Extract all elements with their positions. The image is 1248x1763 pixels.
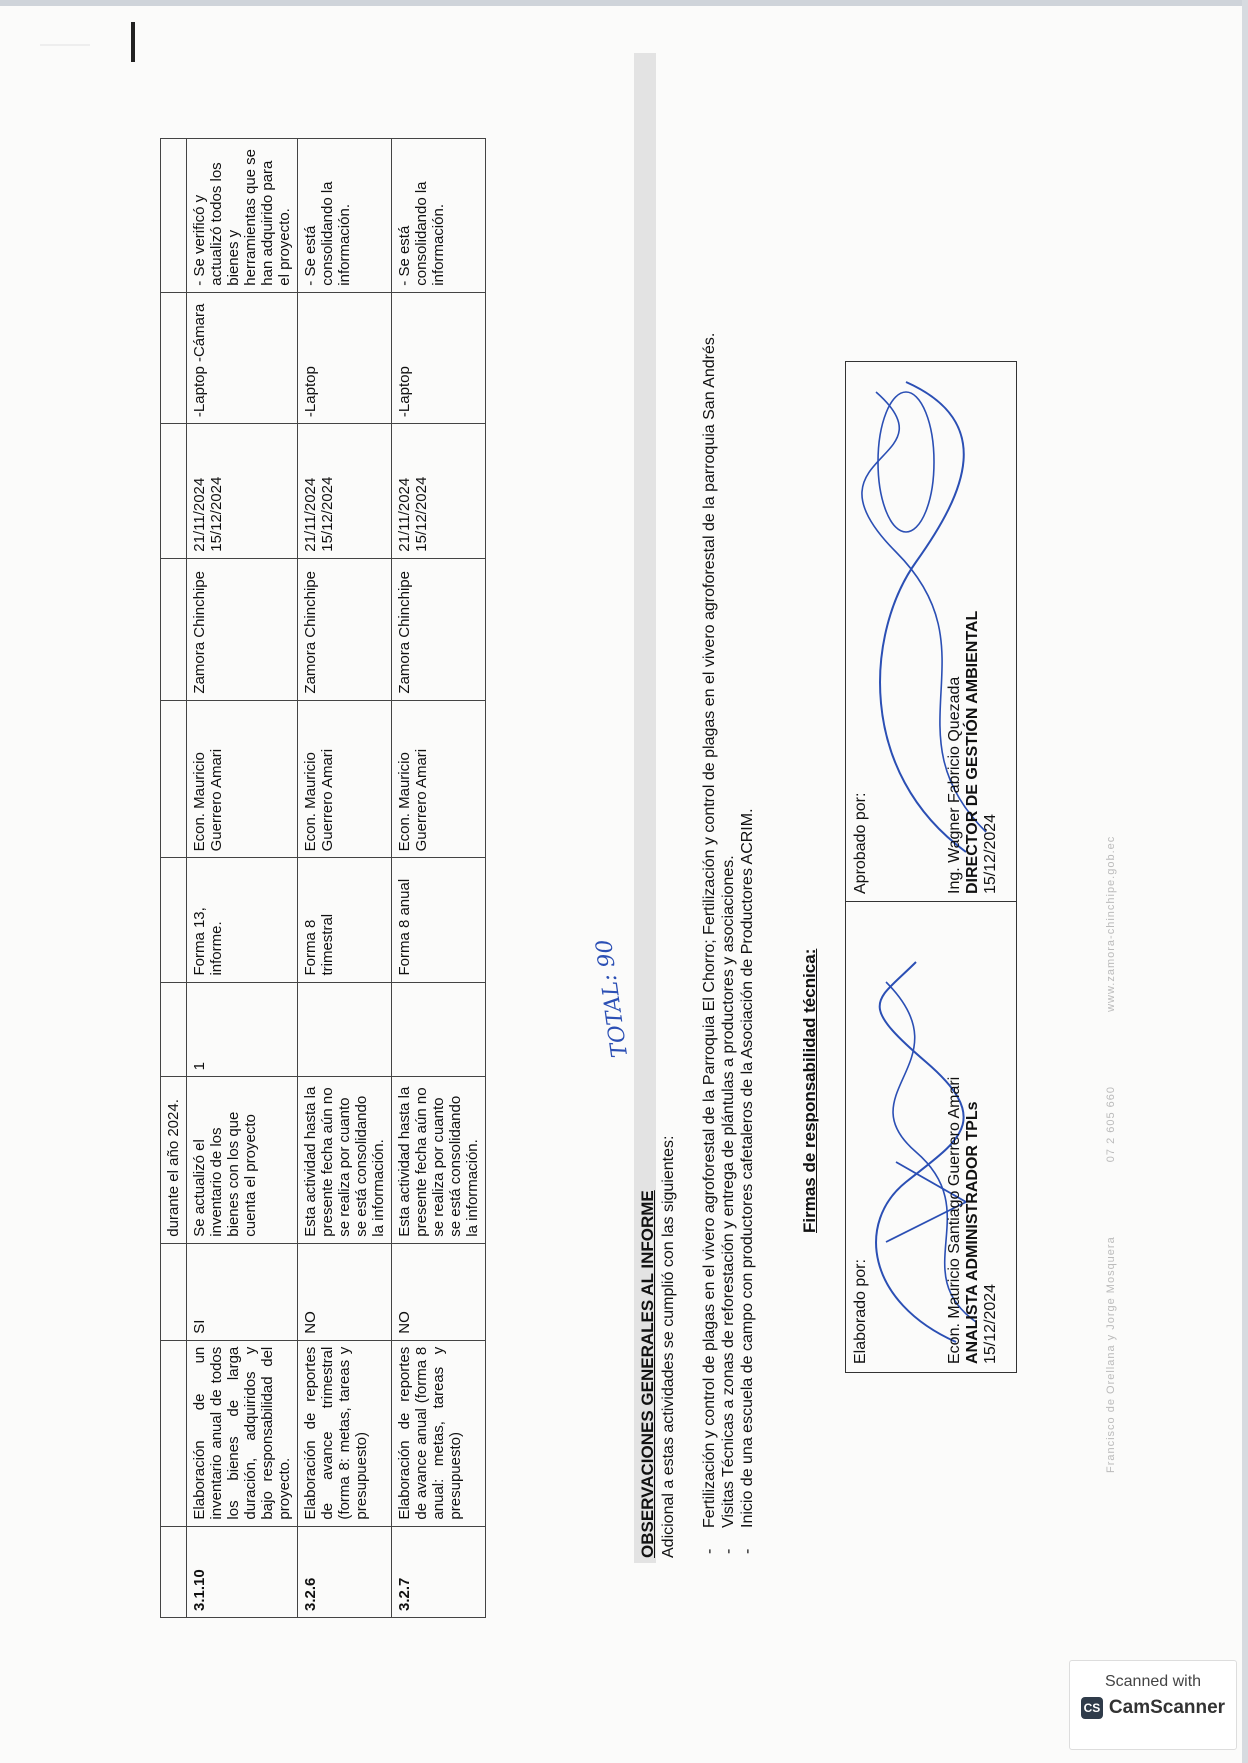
- cell-responsible: Econ. Mauricio Guerrero Amari: [392, 700, 486, 858]
- cell-status: NO: [298, 1243, 392, 1340]
- table-row: [392, 139, 486, 1618]
- cell-activity: [161, 1340, 187, 1526]
- cell-note: - Se verificó y actualizó todos los bienes y herramientas que se han adquirido para el proyecto.: [187, 139, 298, 293]
- signature-approved: [846, 362, 1016, 902]
- cell-note: [161, 139, 187, 293]
- observations-title: OBSERVACIONES GENERALES AL INFORME: [638, 1190, 657, 1558]
- table-row: [161, 139, 187, 1618]
- cell-code: 3.1.10: [187, 1526, 298, 1617]
- prepared-name: Econ. Mauricio Santiago Guerrero Amari: [946, 1076, 963, 1364]
- cell-equipment: -Laptop -Cámara: [187, 292, 298, 423]
- cell-form: Forma 8 trimestral: [298, 858, 392, 982]
- cell-note: - Se está consolidando la información.: [298, 139, 392, 293]
- list-item: - Fertilización y control de plagas en el vivero agroforestal de la Parroquia El Chorro; Fertilización y control de plagas en el vivero agroforestal de la parroquia San Andrés.: [700, 333, 719, 1558]
- signature-box: [845, 361, 1017, 1373]
- cell-number: [392, 982, 486, 1077]
- cell-location: [161, 558, 187, 700]
- observations-list: [700, 333, 757, 1558]
- camscanner-badge: [1069, 1660, 1237, 1750]
- cell-dates: 21/11/2024 15/12/2024: [392, 424, 486, 559]
- cell-dates: 21/11/2024 15/12/2024: [298, 424, 392, 559]
- signature-prepared: [846, 901, 1016, 1372]
- observations-intro: Adicional a estas actividades se cumplió con las siguientes:: [660, 1135, 677, 1558]
- list-item: - Inicio de una escuela de campo con productores cafetaleros de la Asociación de Productores ACRIM.: [738, 333, 757, 1558]
- approved-role: DIRECTOR DE GESTIÓN AMBIENTAL: [964, 610, 981, 894]
- cell-equipment: [161, 292, 187, 423]
- approved-label: Aprobado por:: [852, 792, 869, 894]
- table-row: [298, 139, 392, 1618]
- approved-date: 15/12/2024: [982, 813, 999, 894]
- cell-number: [161, 982, 187, 1077]
- cell-number: [298, 982, 392, 1077]
- cell-code: 3.2.6: [298, 1526, 392, 1617]
- cell-location: Zamora Chinchipe: [392, 558, 486, 700]
- prepared-signer: [946, 1077, 1000, 1364]
- cell-responsible: [161, 700, 187, 858]
- list-item: - Visitas Técnicas a zonas de reforestación y entrega de plántulas a productores y asociaciones.: [719, 333, 738, 1558]
- cell-status: [161, 1243, 187, 1340]
- badge-brand: [1070, 1697, 1236, 1719]
- cell-equipment: -Laptop: [392, 292, 486, 423]
- cell-activity: Elaboración de un inventario anual de todos los bienes de larga duración, adquiridos y bajo responsabilidad del proyecto.: [187, 1340, 298, 1526]
- cell-observation: durante el año 2024.: [161, 1077, 187, 1243]
- cell-status: SI: [187, 1243, 298, 1340]
- handwritten-total: TOTAL: 90: [591, 937, 634, 1060]
- badge-brand-label: CamScanner: [1108, 1697, 1226, 1718]
- cell-dates: 21/11/2024 15/12/2024: [187, 424, 298, 559]
- cell-equipment: -Laptop: [298, 292, 392, 423]
- cell-observation: Esta actividad hasta la presente fecha aún no se realiza por cuanto se está consolidando la información.: [392, 1077, 486, 1243]
- cell-observation: Se actualizó el inventario de los bienes con los que cuenta el proyecto: [187, 1077, 298, 1243]
- cell-responsible: Econ. Mauricio Guerrero Amari: [187, 700, 298, 858]
- footer-phone: 07 2 605 660: [1105, 1085, 1117, 1163]
- approved-signer: [946, 611, 1000, 894]
- cell-responsible: Econ. Mauricio Guerrero Amari: [298, 700, 392, 858]
- cell-code: 3.2.7: [392, 1526, 486, 1617]
- prepared-role: ANALISTA ADMINISTRADOR TPLs: [964, 1101, 981, 1364]
- cell-code: [161, 1526, 187, 1617]
- cell-number: 1: [187, 982, 298, 1077]
- cell-location: Zamora Chinchipe: [298, 558, 392, 700]
- footer-address: Francisco de Orellana y Jorge Mosquera: [1105, 1236, 1117, 1473]
- approved-name: Ing. Wagner Fabricio Quezada: [946, 676, 963, 894]
- cell-activity: Elaboración de reportes de avance trimestral (forma 8: metas, tareas y presupuesto): [298, 1340, 392, 1526]
- badge-caption: Scanned with: [1104, 1673, 1202, 1690]
- cell-form: Forma 8 anual: [392, 858, 486, 982]
- prepared-label: Elaborado por:: [852, 1259, 869, 1364]
- activity-table: [160, 138, 486, 1618]
- camscanner-icon: CS: [1081, 1697, 1103, 1719]
- table-row: [187, 139, 298, 1618]
- cell-note: - Se está consolidando la información.: [392, 139, 486, 293]
- cell-location: Zamora Chinchipe: [187, 558, 298, 700]
- footer-website: www.zamora-chinchipe.gob.ec: [1105, 835, 1117, 1012]
- cell-form: Forma 13, informe.: [187, 858, 298, 982]
- cell-observation: Esta actividad hasta la presente fecha aún no se realiza por cuanto se está consolidando la información.: [298, 1077, 392, 1243]
- cell-status: NO: [392, 1243, 486, 1340]
- signatures-title: Firmas de responsabilidad técnica:: [800, 948, 819, 1233]
- cell-form: [161, 858, 187, 982]
- prepared-date: 15/12/2024: [982, 1283, 999, 1364]
- page-footer: [1105, 273, 1117, 1473]
- cell-dates: [161, 424, 187, 559]
- cell-activity: Elaboración de reportes de avance anual (forma 8 anual: metas, tareas y presupuesto): [392, 1340, 486, 1526]
